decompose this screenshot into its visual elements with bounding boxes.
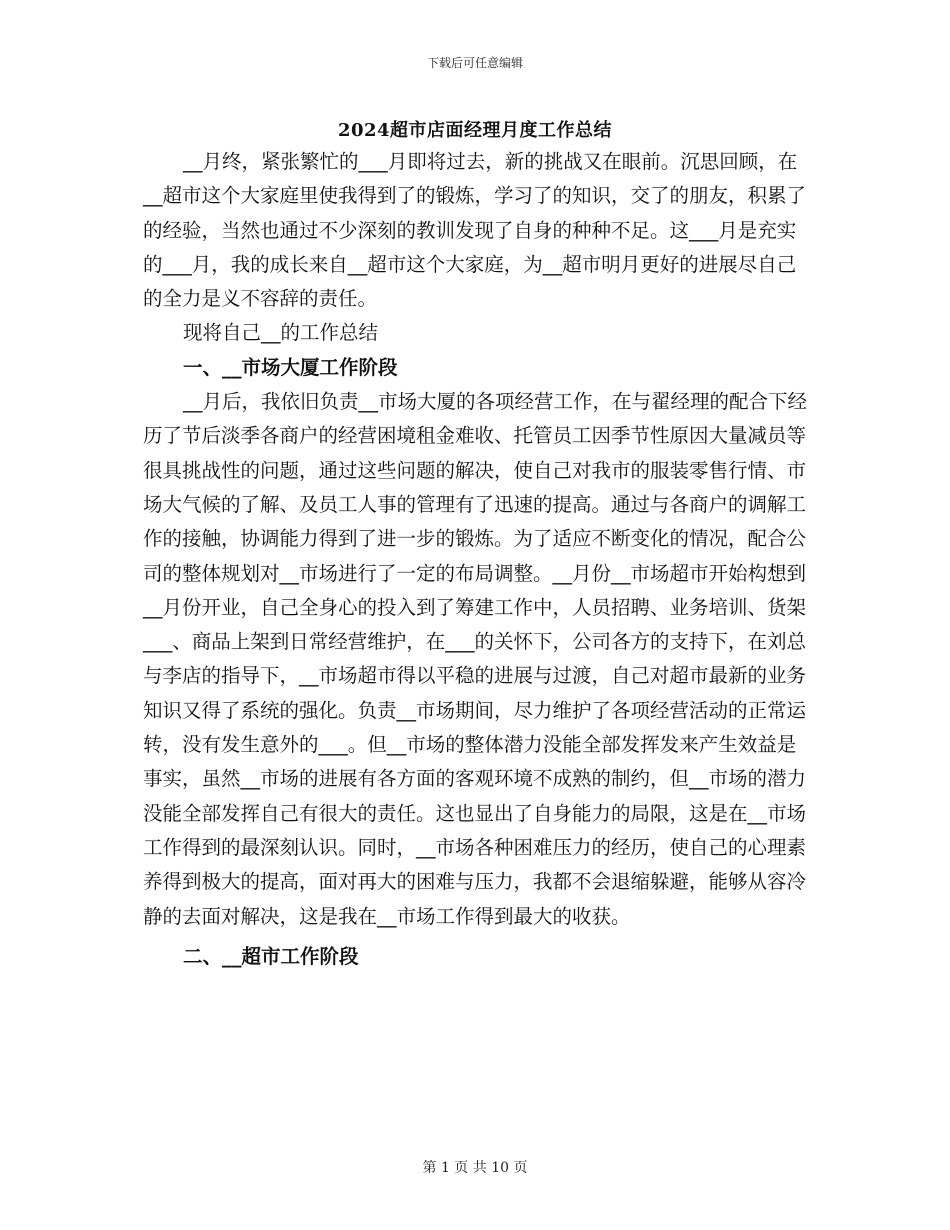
paragraph-summary-lead: 现将自己__的工作总结 <box>183 321 379 345</box>
paragraph-intro: __月终，紧张繁忙的___月即将过去，新的挑战又在眼前。沉思回顾，在__超市这个大家庭里使我得到了的锻炼，学习了的知识，交了的朋友，积累了的经验，当然也通过不少深刻的教训发现了自身的种种不足。这___月是充实的___月，我的成长来自__超市这个大家庭，为__超市明月更好的进展尽自己的全力是义不容辞的责任。 <box>143 150 807 311</box>
header-note: 下载后可任意编辑 <box>426 56 523 70</box>
paragraph-section-1: __月后，我依旧负责__市场大厦的各项经营工作，在与翟经理的配合下经历了节后淡季各商户的经营困境租金难收、托管员工因季节性原因大量减员等很具挑战性的问题，通过这些问题的解决，使自己对我市的服装零售行情、市场大气候的了解、及员工人事的管理有了迅速的提高。通过与各商户的调解工作的接触，协调能力得到了进一步的锻炼。为了适应不断变化的情况，配合公司的整体规划对__市场进行了一定的布局调整。__月份__市场超市开始构想到__月份开业，自己全身心的投入到了筹建工作中，人员招聘、业务培训、货架___、商品上架到日常经营维护，在___的关怀下，公司各方的支持下，在刘总与李店的指导下，__市场超市得以平稳的进展与过渡，自己对超市最新的业务知识又得了系统的强化。负责__市场期间，尽力维护了各项经营活动的正常运转，没有发生意外的___。但__市场的整体潜力没能全部发挥发来产生效益是事实，虽然__市场的进展有各方面的客观环境不成熟的制约，但__市场的潜力没能全部发挥自己有很大的责任。这也显出了自身能力的局限，这是在__市场工作得到的最深刻认识。同时，__市场各种困难压力的经历，使自己的心理素养得到极大的提高，面对再大的困难与压力，我都不会退缩躲避，能够从容冷静的去面对解决，这是我在__市场工作得到最大的收获。 <box>143 390 808 928</box>
document-title: 2024超市店面经理月度工作总结 <box>337 120 613 141</box>
section-heading-2: 二、__超市工作阶段 <box>183 944 359 968</box>
page-number-footer: 第 1 页 共 10 页 <box>422 1160 528 1176</box>
section-heading-1: 一、__市场大厦工作阶段 <box>183 355 398 379</box>
document-body <box>143 145 808 974</box>
